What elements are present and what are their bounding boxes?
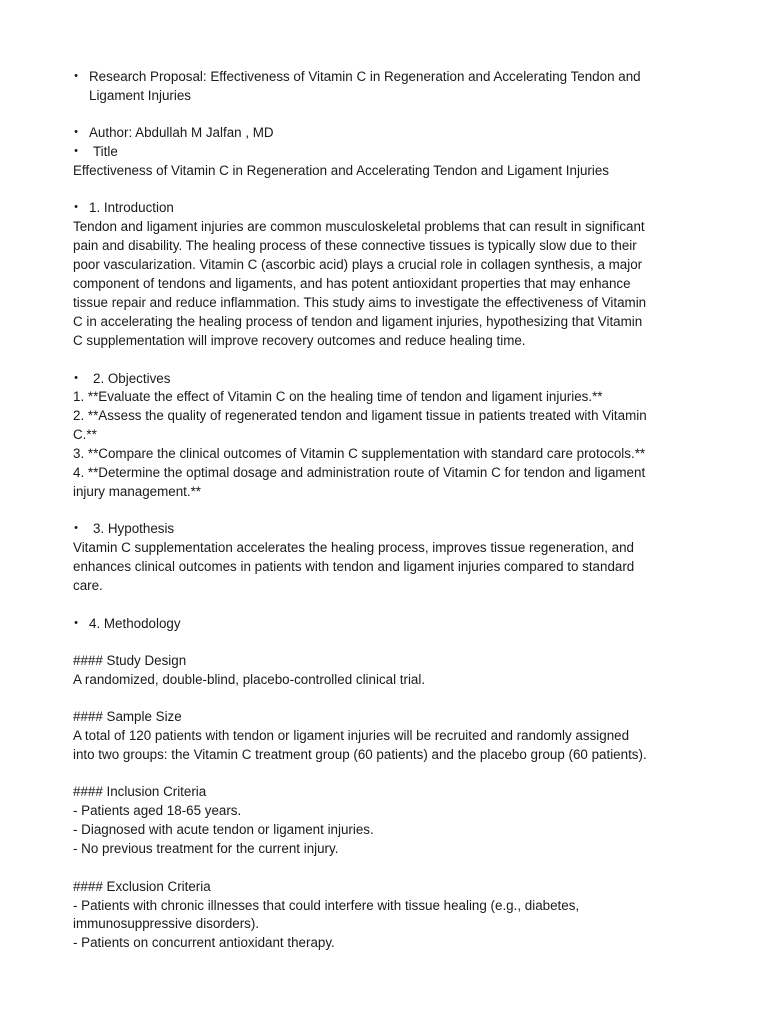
study-design-line: A randomized, double-blind, placebo-controlled clinical trial.: [73, 672, 426, 687]
inclusion-line: - Diagnosed with acute tendon or ligament injuries.: [73, 822, 374, 837]
bullet-icon: •: [74, 70, 78, 82]
sample-size-line: into two groups: the Vitamin C treatment group (60 patients) and the placebo group (60 patients).: [73, 747, 647, 762]
inclusion-line: - Patients aged 18-65 years.: [73, 803, 242, 818]
objective-line: C.**: [73, 427, 97, 442]
study-design-heading: #### Study Design: [73, 653, 187, 668]
hypothesis-line: enhances clinical outcomes in patients with tendon and ligament injuries compared to standard: [73, 559, 635, 574]
bullet-icon: •: [74, 617, 78, 629]
objective-line: 2. **Assess the quality of regenerated tendon and ligament tissue in patients treated with Vitamin: [73, 408, 647, 423]
bullet-icon: •: [74, 145, 78, 157]
introduction-line: component of tendons and ligaments, and has potent antioxidant properties that may enhance: [73, 276, 631, 291]
proposal-heading-line1: Research Proposal: Effectiveness of Vitamin C in Regeneration and Accelerating Tendon and: [89, 69, 641, 84]
hypothesis-line: care.: [73, 578, 103, 593]
methodology-heading: 4. Methodology: [89, 616, 181, 631]
bullet-icon: •: [74, 522, 78, 534]
introduction-line: C in accelerating the healing process of tendon and ligament injuries, hypothesizing that Vitamin: [73, 314, 643, 329]
introduction-line: pain and disability. The healing process of these connective tissues is typically slow due to their: [73, 238, 637, 253]
objective-line: 1. **Evaluate the effect of Vitamin C on the healing time of tendon and ligament injuries.**: [73, 389, 603, 404]
hypothesis-heading: 3. Hypothesis: [93, 521, 175, 536]
introduction-line: Tendon and ligament injuries are common musculoskeletal problems that can result in significant: [73, 219, 645, 234]
sample-size-line: A total of 120 patients with tendon or ligament injuries will be recruited and randomly assigned: [73, 728, 630, 743]
exclusion-line: immunosuppressive disorders).: [73, 916, 260, 931]
inclusion-heading: #### Inclusion Criteria: [73, 784, 207, 799]
bullet-icon: •: [74, 126, 78, 138]
proposal-heading-line2: Ligament Injuries: [89, 88, 191, 103]
sample-size-heading: #### Sample Size: [73, 709, 182, 724]
exclusion-line: - Patients on concurrent antioxidant therapy.: [73, 935, 335, 950]
objective-line: 4. **Determine the optimal dosage and administration route of Vitamin C for tendon and ligament: [73, 465, 646, 480]
introduction-line: poor vascularization. Vitamin C (ascorbic acid) plays a crucial role in collagen synthesis, a major: [73, 257, 643, 272]
introduction-line: tissue repair and reduce inflammation. This study aims to investigate the effectiveness of Vitamin: [73, 295, 647, 310]
inclusion-line: - No previous treatment for the current injury.: [73, 841, 339, 856]
objective-line: 3. **Compare the clinical outcomes of Vitamin C supplementation with standard care protocols.**: [73, 446, 646, 461]
introduction-line: C supplementation will improve recovery outcomes and reduce healing time.: [73, 333, 526, 348]
author-line: Author: Abdullah M Jalfan , MD: [89, 125, 274, 140]
title-label: Title: [93, 144, 118, 159]
exclusion-heading: #### Exclusion Criteria: [73, 879, 211, 894]
bullet-icon: •: [74, 372, 78, 384]
bullet-icon: •: [74, 201, 78, 213]
exclusion-line: - Patients with chronic illnesses that could interfere with tissue healing (e.g., diabetes,: [73, 898, 580, 913]
objectives-heading: 2. Objectives: [93, 371, 171, 386]
title-text: Effectiveness of Vitamin C in Regeneration and Accelerating Tendon and Ligament Injuries: [73, 163, 609, 178]
objective-line: injury management.**: [73, 484, 202, 499]
hypothesis-line: Vitamin C supplementation accelerates the healing process, improves tissue regeneration, and: [73, 540, 634, 555]
introduction-heading: 1. Introduction: [89, 200, 174, 215]
